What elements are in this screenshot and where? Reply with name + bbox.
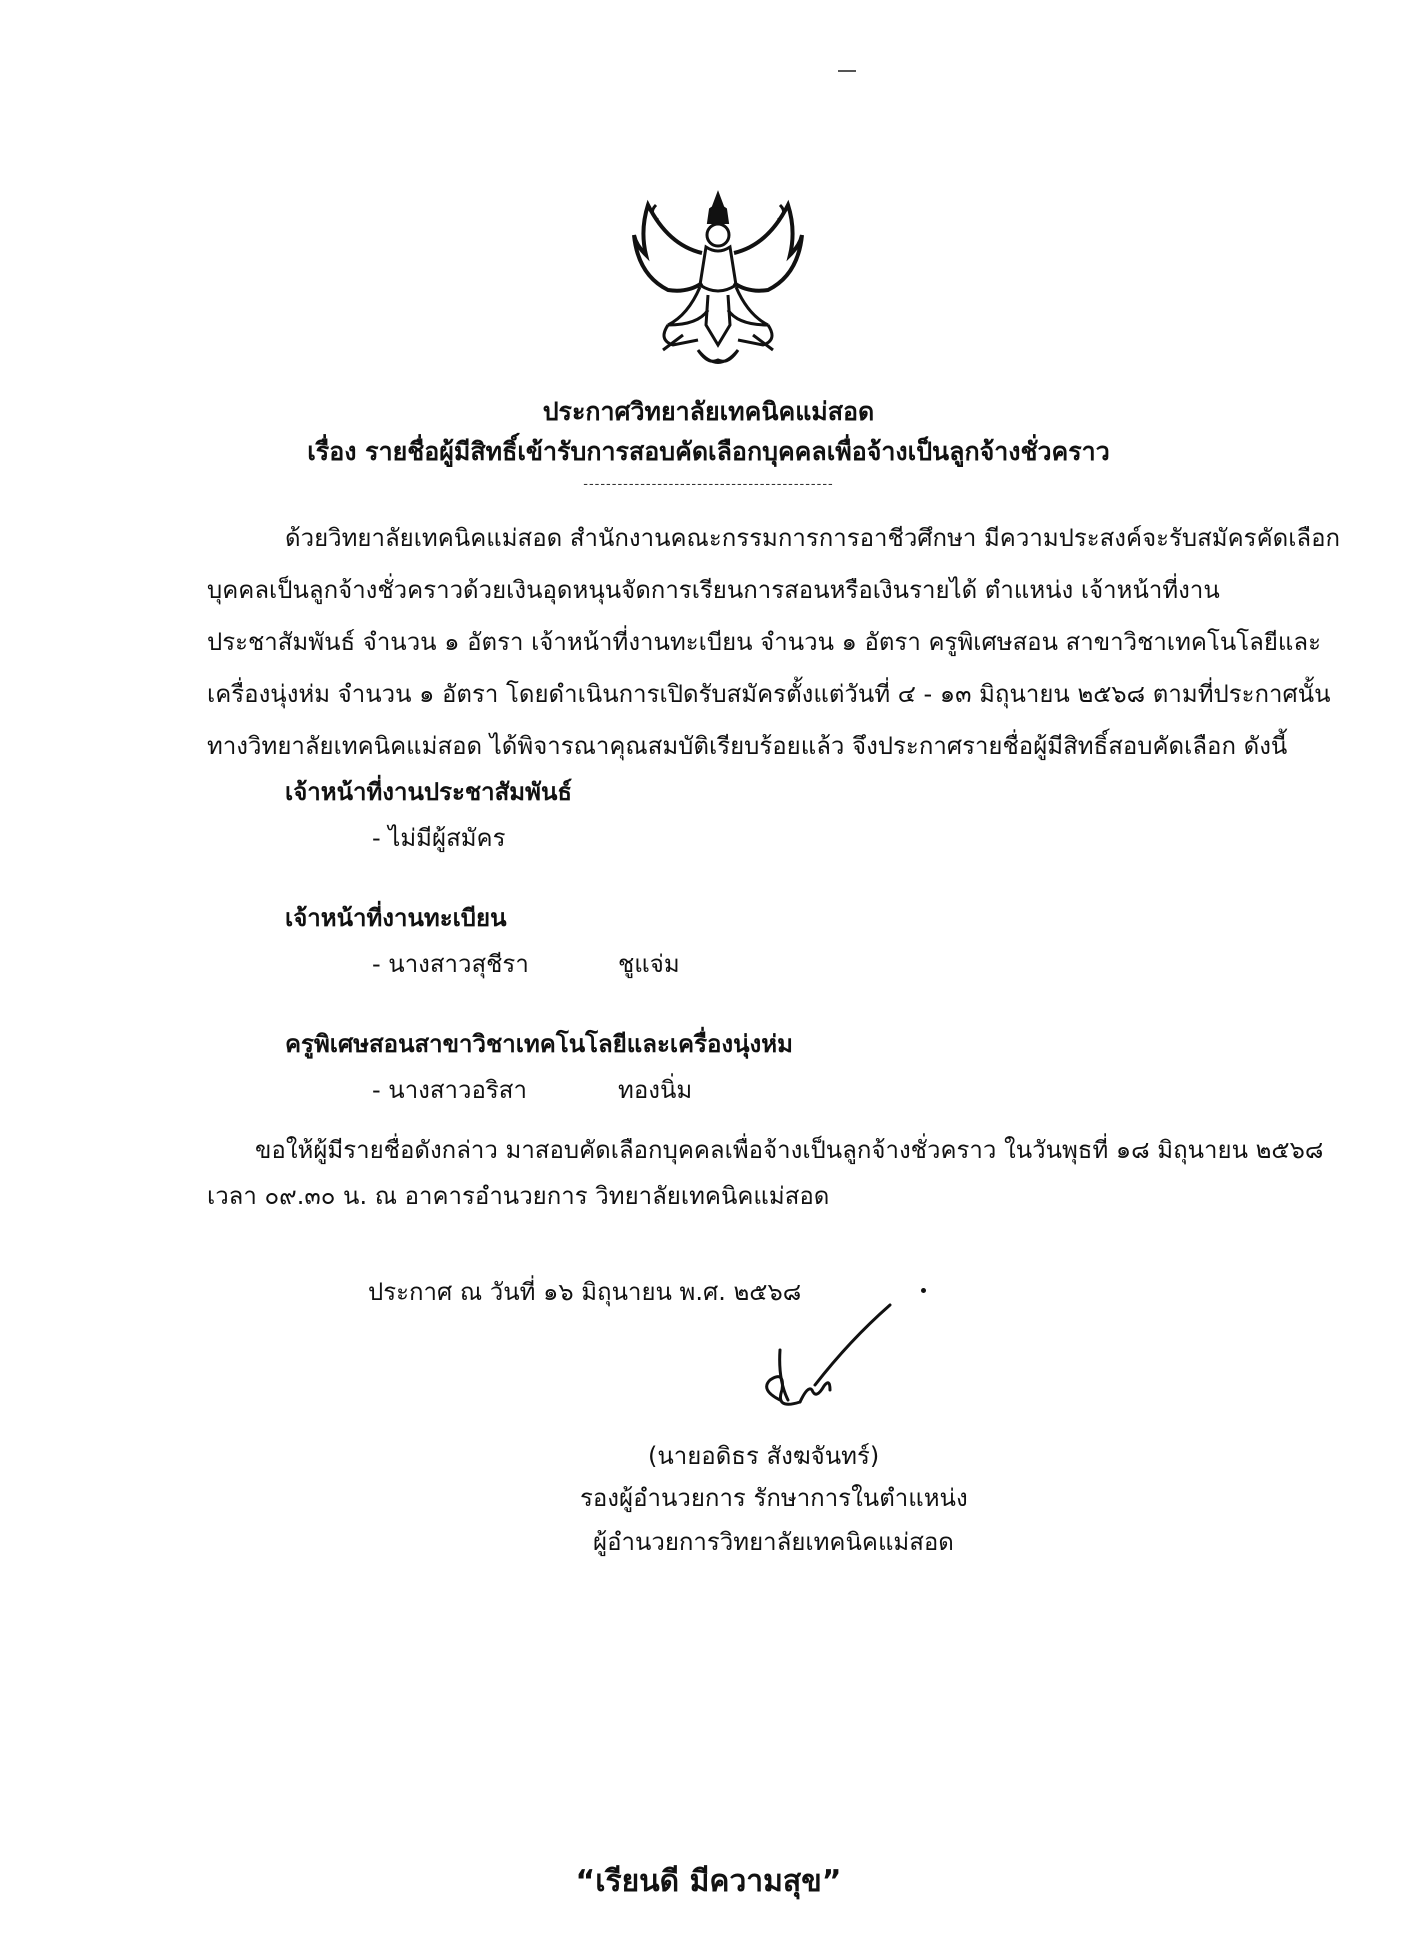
garuda-emblem-icon: [628, 175, 808, 380]
body-line-1: ด้วยวิทยาลัยเทคนิคแม่สอด สำนักงานคณะกรรมการการอาชีวศึกษา มีความประสงค์จะรับสมัครคัดเลือก: [285, 524, 1341, 552]
candidate-surname-registrar: ชูแจ่ม: [618, 950, 680, 978]
body-line-5: ทางวิทยาลัยเทคนิคแม่สอด ได้พิจารณาคุณสมบัติเรียบร้อยแล้ว จึงประกาศรายชื่อผู้มีสิทธิ์สอบคัดเลือก ดังนี้: [207, 732, 1288, 760]
body-line-3: ประชาสัมพันธ์ จำนวน ๑ อัตรา เจ้าหน้าที่งานทะเบียน จำนวน ๑ อัตรา ครูพิเศษสอน สาขาวิชาเทคโนโลยีและ: [207, 628, 1321, 656]
signatory-title-2: ผู้อำนวยการวิทยาลัยเทคนิคแม่สอด: [593, 1528, 954, 1556]
position-heading-teacher: ครูพิเศษสอนสาขาวิชาเทคโนโลยีและเครื่องนุ่งห่ม: [285, 1030, 793, 1058]
closing-line-2: เวลา ๐๙.๓๐ น. ณ อาคารอำนวยการ วิทยาลัยเทคนิคแม่สอด: [207, 1182, 830, 1210]
signatory-name: (นายอดิธร สังฆจันทร์): [648, 1442, 880, 1470]
candidate-name-registrar: - นางสาวสุชีรา: [372, 950, 529, 978]
closing-line-1: ขอให้ผู้มีรายชื่อดังกล่าว มาสอบคัดเลือกบุคคลเพื่อจ้างเป็นลูกจ้างชั่วคราว ในวันพุธที่ ๑๘ มิถุนายน ๒๕๖๘: [255, 1136, 1324, 1164]
announcement-title: ประกาศวิทยาลัยเทคนิคแม่สอด: [542, 397, 875, 426]
announce-date: ประกาศ ณ วันที่ ๑๖ มิถุนายน พ.ศ. ๒๕๖๘: [368, 1278, 802, 1306]
handwritten-signature: [720, 1290, 900, 1430]
signatory-title-1: รองผู้อำนวยการ รักษาการในตำแหน่ง: [580, 1484, 968, 1512]
position-heading-pr: เจ้าหน้าที่งานประชาสัมพันธ์: [285, 778, 572, 806]
candidate-surname-teacher: ทองนิ่ม: [618, 1076, 693, 1104]
announcement-subject: เรื่อง รายชื่อผู้มีสิทธิ์เข้ารับการสอบคัดเลือกบุคคลเพื่อจ้างเป็นลูกจ้างชั่วคราว: [307, 437, 1110, 466]
college-slogan: “เรียนดี มีความสุข”: [575, 1864, 842, 1899]
body-line-4: เครื่องนุ่งห่ม จำนวน ๑ อัตรา โดยดำเนินการเปิดรับสมัครตั้งแต่วันที่ ๔ - ๑๓ มิถุนายน ๒๕๖๘ ตามที่ประกาศนั้น: [207, 680, 1331, 708]
position-heading-registrar: เจ้าหน้าที่งานทะเบียน: [285, 904, 507, 932]
scan-mark: [838, 70, 856, 72]
candidate-name-teacher: - นางสาวอริสา: [372, 1076, 527, 1104]
position-entry-pr: - ไม่มีผู้สมัคร: [372, 824, 506, 852]
signature-dot: [921, 1288, 926, 1293]
body-line-2: บุคคลเป็นลูกจ้างชั่วคราวด้วยเงินอุดหนุนจัดการเรียนการสอนหรือเงินรายได้ ตำแหน่ง เจ้าหน้าที่งาน: [207, 576, 1220, 604]
title-divider: --------------------------------------------: [583, 477, 834, 492]
